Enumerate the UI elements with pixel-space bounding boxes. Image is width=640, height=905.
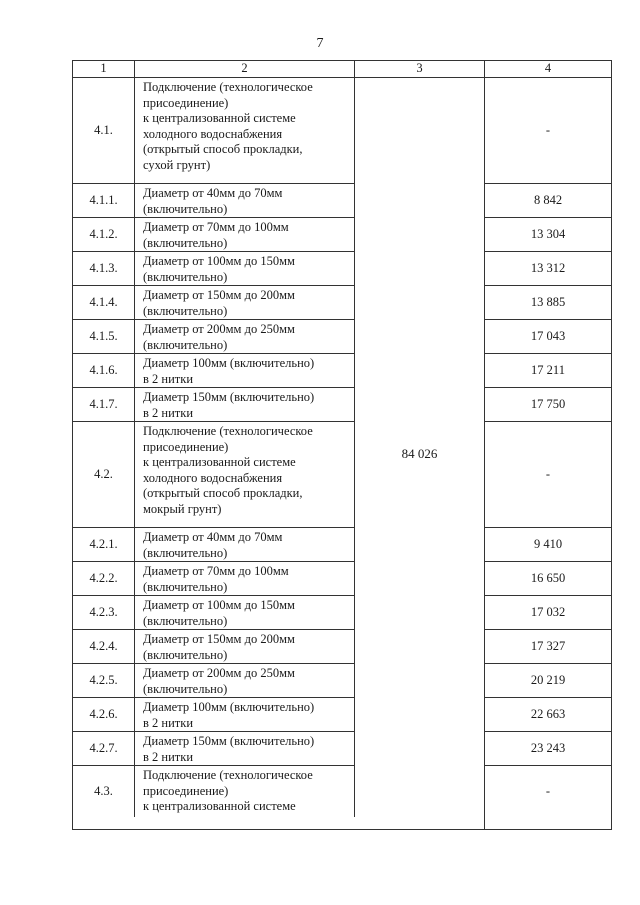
header-col-2: 2 [135, 61, 355, 78]
row-value: 17 032 [485, 596, 611, 630]
row-description: Диаметр от 40мм до 70мм (включительно) [135, 184, 355, 218]
row-number: 4.1.1. [73, 184, 135, 218]
row-description: Диаметр от 150мм до 200мм (включительно) [135, 286, 355, 320]
row-description: Диаметр от 100мм до 150мм (включительно) [135, 252, 355, 286]
header-col-1: 1 [73, 61, 135, 78]
tariff-table [72, 60, 612, 830]
row-value: 17 211 [485, 354, 611, 388]
row-number: 4.2.1. [73, 528, 135, 562]
row-value: 17 750 [485, 388, 611, 422]
row-description: Диаметр от 70мм до 100мм (включительно) [135, 218, 355, 252]
row-number: 4.2.4. [73, 630, 135, 664]
row-value: 22 663 [485, 698, 611, 732]
row-number: 4.2.7. [73, 732, 135, 766]
row-description: Подключение (технологическое присоединение) к централизованной системе холодного водоснабжения (открытый способ прокладки, мокрый грунт) [135, 422, 355, 528]
row-description: Диаметр от 40мм до 70мм (включительно) [135, 528, 355, 562]
row-number: 4.1.3. [73, 252, 135, 286]
row-number: 4.1.6. [73, 354, 135, 388]
row-description: Подключение (технологическое присоединение) к централизованной системе холодного водоснабжения (открытый способ прокладки, сухой грунт) [135, 78, 355, 184]
row-number: 4.1. [73, 78, 135, 184]
row-value: 17 043 [485, 320, 611, 354]
row-number: 4.2.5. [73, 664, 135, 698]
header-col-4: 4 [485, 61, 611, 78]
row-description: Диаметр 100мм (включительно) в 2 нитки [135, 354, 355, 388]
row-description: Подключение (технологическое присоединение) к централизованной системе [135, 766, 355, 817]
row-number: 4.1.4. [73, 286, 135, 320]
header-col-3: 3 [355, 61, 485, 78]
row-description: Диаметр от 200мм до 250мм (включительно) [135, 664, 355, 698]
row-description: Диаметр от 100мм до 150мм (включительно) [135, 596, 355, 630]
row-description: Диаметр 100мм (включительно) в 2 нитки [135, 698, 355, 732]
row-description: Диаметр 150мм (включительно) в 2 нитки [135, 388, 355, 422]
row-number: 4.1.5. [73, 320, 135, 354]
row-value: - [545, 783, 551, 798]
row-description: Диаметр от 70мм до 100мм (включительно) [135, 562, 355, 596]
row-description: Диаметр от 150мм до 200мм (включительно) [135, 630, 355, 664]
row-number: 4.3. [73, 766, 135, 817]
row-description: Диаметр 150мм (включительно) в 2 нитки [135, 732, 355, 766]
row-number: 4.1.2. [73, 218, 135, 252]
row-description: Диаметр от 200мм до 250мм (включительно) [135, 320, 355, 354]
row-number: 4.2. [73, 422, 135, 528]
row-value: 9 410 [485, 528, 611, 562]
row-value: - [485, 78, 611, 184]
row-value: 23 243 [485, 732, 611, 766]
row-value: 20 219 [485, 664, 611, 698]
merged-fee-cell: 84 026 [355, 78, 485, 829]
row-value: 13 304 [485, 218, 611, 252]
row-value: - [485, 422, 611, 528]
row-value: 17 327 [485, 630, 611, 664]
page-number: 7 [316, 36, 324, 51]
row-number: 4.1.7. [73, 388, 135, 422]
row-number: 4.2.6. [73, 698, 135, 732]
row-number: 4.2.2. [73, 562, 135, 596]
row-value: 16 650 [485, 562, 611, 596]
row-number: 4.2.3. [73, 596, 135, 630]
row-value: 8 842 [485, 184, 611, 218]
row-value: 13 312 [485, 252, 611, 286]
row-value: 13 885 [485, 286, 611, 320]
